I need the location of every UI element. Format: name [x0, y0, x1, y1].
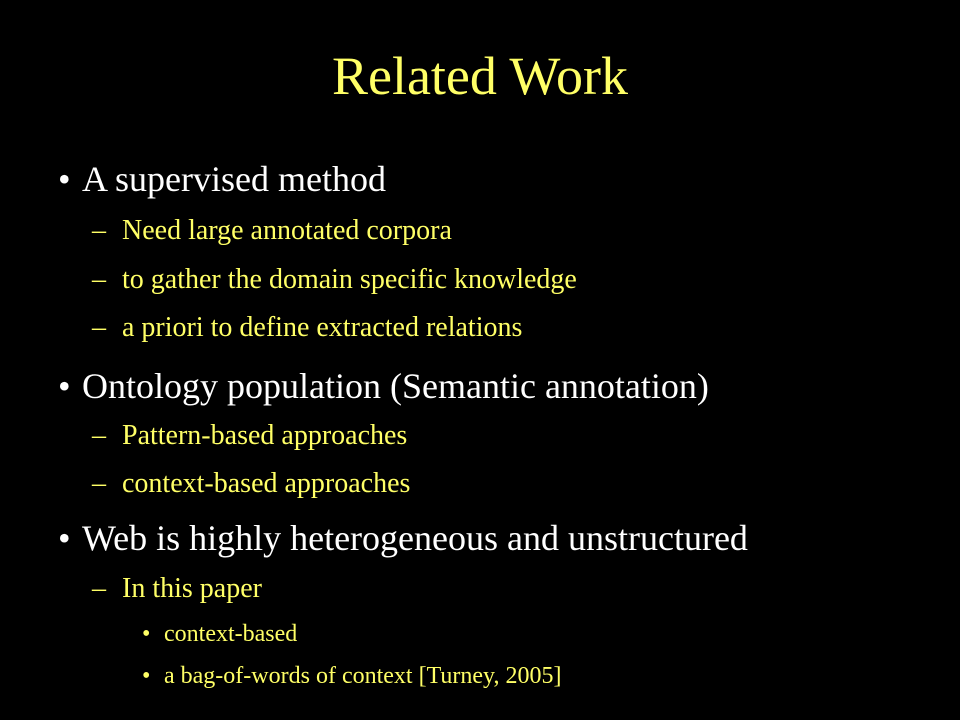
- bullet-marker: •: [58, 518, 71, 558]
- bullet-text: A supervised method: [82, 159, 386, 199]
- sub-bullet-marker: –: [92, 573, 106, 604]
- sub-bullet-marker: –: [92, 264, 106, 295]
- sub-sub-bullet-item: [142, 662, 932, 690]
- sub-bullet-item: [92, 215, 932, 247]
- bullet-text: Ontology population (Semantic annotation): [82, 366, 709, 406]
- sub-bullet-item: [92, 573, 932, 605]
- sub-bullet-text: context-based approaches: [122, 468, 411, 499]
- sub-bullet-item: [92, 264, 932, 296]
- sub-bullet-item: [92, 468, 932, 500]
- sub-bullet-text: In this paper: [122, 573, 262, 604]
- sub-bullet-marker: –: [92, 468, 106, 499]
- sub-sub-bullet-text: context-based: [164, 621, 298, 647]
- sub-sub-bullet-marker: •: [142, 663, 151, 689]
- bullet-text: Web is highly heterogeneous and unstructured: [82, 518, 748, 558]
- sub-sub-bullet-text: a bag-of-words of context [Turney, 2005]: [164, 663, 562, 689]
- bullet-marker: •: [58, 159, 71, 199]
- sub-sub-bullet-marker: •: [142, 621, 151, 647]
- sub-bullet-marker: –: [92, 215, 106, 246]
- sub-bullet-marker: –: [92, 420, 106, 451]
- bullet-marker: •: [58, 366, 71, 406]
- bullet-item: [58, 159, 938, 199]
- sub-bullet-text: a priori to define extracted relations: [122, 312, 523, 343]
- slide-title: Related Work: [331, 46, 629, 106]
- sub-bullet-item: [92, 420, 932, 452]
- sub-bullet-text: Pattern-based approaches: [122, 420, 408, 451]
- sub-sub-bullet-item: [142, 620, 932, 648]
- sub-bullet-marker: –: [92, 312, 106, 343]
- bullet-item: [58, 366, 938, 406]
- bullet-item: [58, 518, 948, 558]
- sub-bullet-item: [92, 312, 932, 344]
- sub-bullet-text: to gather the domain specific knowledge: [122, 264, 577, 295]
- sub-bullet-text: Need large annotated corpora: [122, 215, 452, 246]
